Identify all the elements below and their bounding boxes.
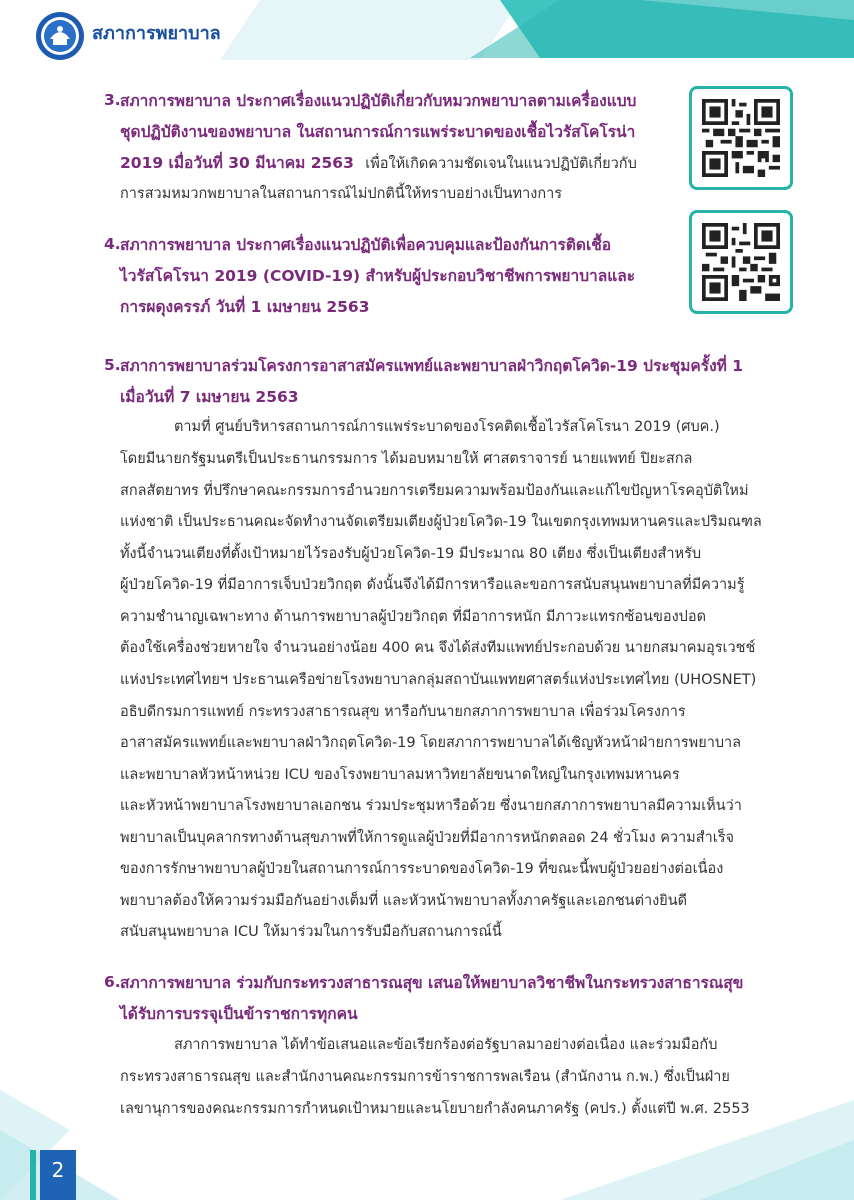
qr-code-icon — [702, 99, 780, 177]
footer-decoration — [0, 1060, 854, 1200]
page-number-accent — [30, 1150, 36, 1200]
item-heading-line: สภาการพยาบาล ร่วมกับกระทรวงสาธารณสุข เสนอให้พยาบาลวิชาชีพในกระทรวงสาธารณสุข — [120, 974, 744, 992]
paragraph-line: แห่งชาติ เป็นประธานคณะจัดทำงานจัดเตรียมเตียงผู้ป่วยโควิด-19 ในเขตกรุงเทพมหานครและปริมณฑล — [120, 514, 762, 530]
paragraph-line: ต้องใช้เครื่องช่วยหายใจ จำนวนอย่างน้อย 400 คน จึงได้ส่งทีมแพทย์ประกอบด้วย นายกสมาคมอุรเวชช์ — [120, 640, 756, 656]
item-heading-tail: 2019 เมื่อวันที่ 30 มีนาคม 2563 — [120, 154, 354, 172]
item-heading-line: การผดุงครรภ์ วันที่ 1 เมษายน 2563 — [120, 298, 370, 316]
item-heading-line: สภาการพยาบาล ประกาศเรื่องแนวปฏิบัติเพื่อควบคุมและป้องกันการติดเชื้อ — [120, 236, 612, 254]
paragraph-line: พยาบาลต้องให้ความร่วมมือกันอย่างเต็มที่ และหัวหน้าพยาบาลทั้งภาครัฐและเอกชนต่างยินดี — [120, 893, 688, 909]
paragraph-line: ผู้ป่วยโควิด-19 ที่มีอาการเจ็บป่วยวิกฤต ดังนั้นจึงได้มีการหารือและขอการสนับสนุนพยาบาลที่มีความรู้ — [120, 577, 745, 593]
paragraph-line: เลขานุการของคณะกรรมการกำหนดเป้าหมายและนโยบายกำลังคนภาครัฐ (คปร.) ตั้งแต่ปี พ.ศ. 2553 — [120, 1101, 750, 1117]
paragraph-line: อาสาสมัครแพทย์และพยาบาลฝ่าวิกฤตโควิด-19 โดยสภาการพยาบาลได้เชิญหัวหน้าฝ่ายการพยาบาล — [120, 735, 742, 751]
item-number: 5. — [104, 356, 121, 374]
paragraph-line: อธิบดีกรมการแพทย์ กระทรวงสาธารณสุข หารือกับนายกสภาการพยาบาล เพื่อร่วมโครงการ — [120, 704, 686, 720]
paragraph-line: แห่งประเทศไทยฯ ประธานเครือข่ายโรงพยาบาลกลุ่มสถาบันแพทยศาสตร์แห่งประเทศไทย (UHOSNET) — [120, 672, 757, 688]
paragraph-line: สภาการพยาบาล ได้ทำข้อเสนอและข้อเรียกร้องต่อรัฐบาลมาอย่างต่อเนื่อง และร่วมมือกับ — [174, 1037, 718, 1053]
paragraph-line: ความชำนาญเฉพาะทาง ด้านการพยาบาลผู้ป่วยวิกฤต ที่มีอาการหนัก มีภาวะแทรกซ้อนของปอด — [120, 609, 707, 625]
paragraph-line: สนับสนุนพยาบาล ICU ให้มาร่วมในการรับมือกับสถานการณ์นี้ — [120, 924, 502, 940]
item-heading-line: ได้รับการบรรจุเป็นข้าราชการทุกคน — [120, 1005, 358, 1023]
paragraph-line: โดยมีนายกรัฐมนตรีเป็นประธานกรรมการ ได้มอบหมายให้ ศาสตราจารย์ นายแพทย์ ปิยะสกล — [120, 451, 693, 467]
paragraph-line: ของการรักษาพยาบาลผู้ป่วยในสถานการณ์การระบาดของโควิด-19 ที่ขณะนี้พบผู้ป่วยอย่างต่อเนื่อง — [120, 861, 724, 877]
org-name: สภาการพยาบาล — [92, 23, 221, 44]
item-number: 6. — [104, 973, 121, 991]
item-heading-line: สภาการพยาบาล ประกาศเรื่องแนวปฏิบัติเกี่ยวกับหมวกพยาบาลตามเครื่องแบบ — [120, 92, 637, 110]
item-heading-line: ชุดปฏิบัติงานของพยาบาล ในสถานการณ์การแพร่ระบาดของเชื้อไวรัสโคโรน่า — [120, 123, 636, 141]
qr-code-icon — [702, 223, 780, 301]
paragraph-line: สกลสัตยาทร ที่ปรึกษาคณะกรรมการอำนวยการเตรียมความพร้อมป้องกันและแก้ไขปัญหาโรคอุบัติใหม่ — [120, 483, 749, 499]
item-number: 3. — [104, 91, 121, 109]
qr-code-item-3[interactable] — [689, 86, 793, 190]
paragraph-line: ตามที่ ศูนย์บริหารสถานการณ์การแพร่ระบาดของโรคติดเชื้อไวรัสโคโรนา 2019 (ศบค.) — [174, 419, 720, 435]
paragraph-line: และพยาบาลหัวหน้าหน่วย ICU ของโรงพยาบาลมหาวิทยาลัยขนาดใหญ่ในกรุงเทพมหานคร — [120, 767, 680, 783]
item-heading-line: ไวรัสโคโรนา 2019 (COVID-19) สำหรับผู้ประกอบวิชาชีพการพยาบาลและ — [120, 267, 636, 285]
item-body-line: การสวมหมวกพยาบาลในสถานการณ์ไม่ปกตินี้ให้ทราบอย่างเป็นทางการ — [120, 186, 563, 202]
paragraph-line: ทั้งนี้จำนวนเตียงที่ตั้งเป้าหมายไว้รองรับผู้ป่วยโควิด-19 มีประมาณ 80 เตียง ซึ่งเป็นเตียงสำหรับ — [120, 546, 702, 562]
item-heading-line — [120, 148, 637, 180]
item-heading-continuation: เพื่อให้เกิดความชัดเจนในแนวปฏิบัติเกี่ยวกับ — [365, 156, 637, 172]
page-number: 2 — [51, 1158, 65, 1182]
paragraph-line: และหัวหน้าพยาบาลโรงพยาบาลเอกชน ร่วมประชุมหารือด้วย ซึ่งนายกสภาการพยาบาลมีความเห็นว่า — [120, 798, 742, 814]
item-number: 4. — [104, 235, 121, 253]
qr-code-item-4[interactable] — [689, 210, 793, 314]
nursing-council-logo — [35, 11, 85, 61]
paragraph-line: พยาบาลเป็นบุคลากรทางด้านสุขภาพที่ให้การดูแลผู้ป่วยที่มีอาการหนักตลอด 24 ชั่วโมง ความสำเร็จ — [120, 830, 734, 846]
paragraph-line: กระทรวงสาธารณสุข และสำนักงานคณะกรรมการข้าราชการพลเรือน (สำนักงาน ก.พ.) ซึ่งเป็นฝ่าย — [120, 1069, 730, 1085]
item-heading-line: สภาการพยาบาลร่วมโครงการอาสาสมัครแพทย์และพยาบาลฝ่าวิกฤตโควิด-19 ประชุมครั้งที่ 1 — [120, 357, 744, 375]
item-heading-line: เมื่อวันที่ 7 เมษายน 2563 — [120, 388, 299, 406]
